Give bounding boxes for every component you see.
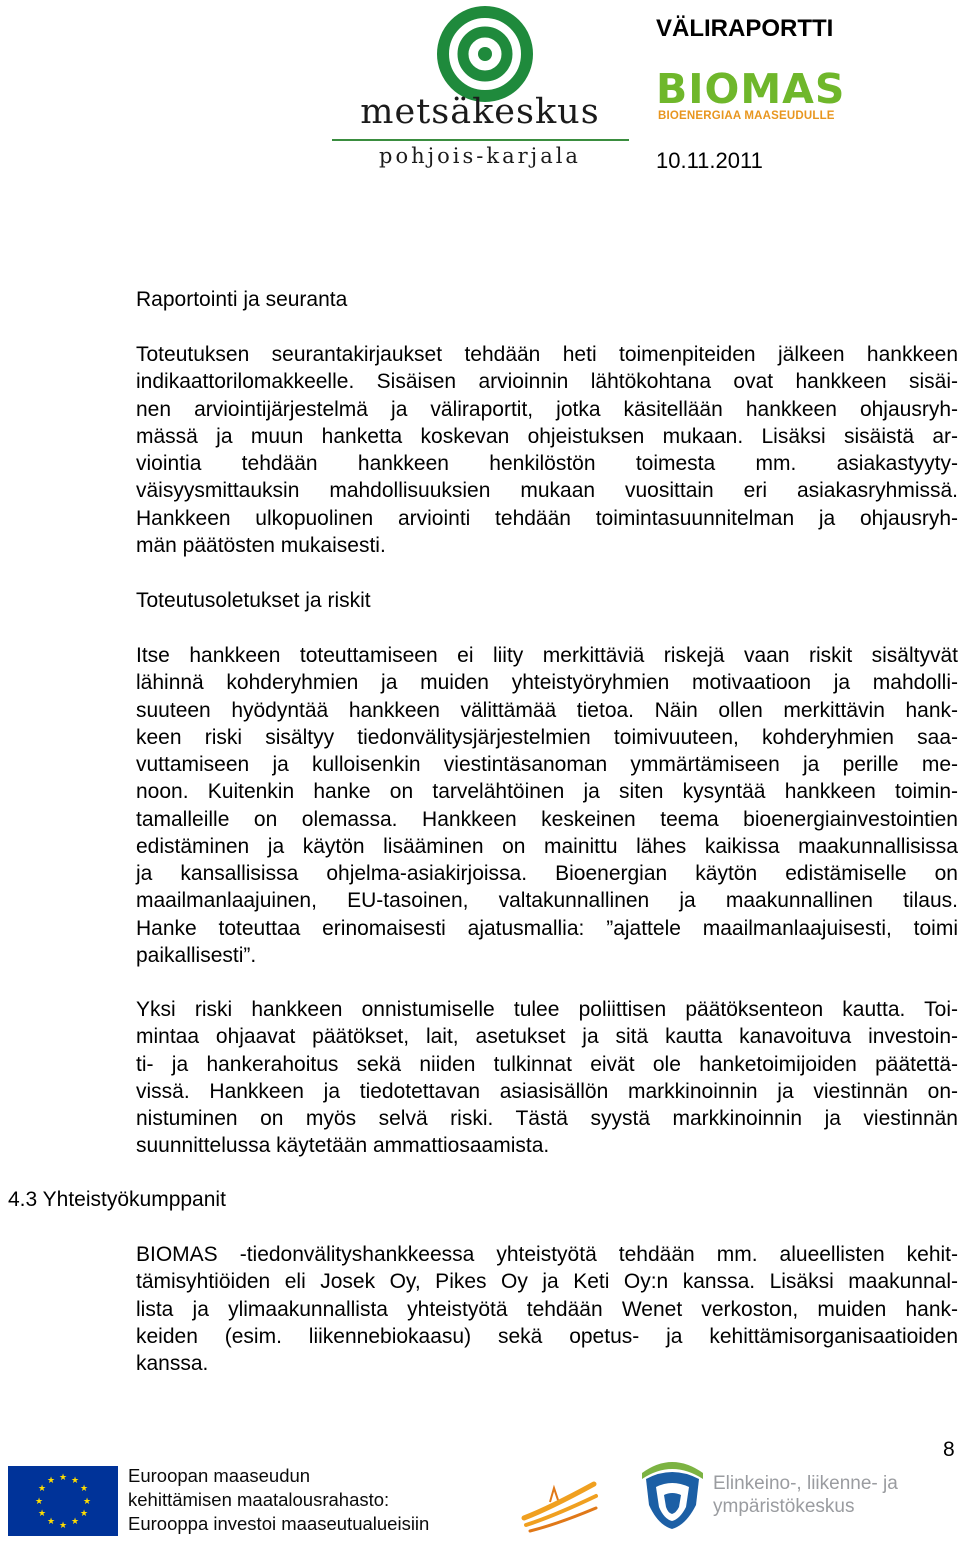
section-heading-partners: 4.3 Yhteistyökumppanit [8,1188,226,1211]
eu-text-line: kehittämisen maatalousrahasto: [128,1489,390,1510]
paragraph-partners [136,1241,958,1377]
svg-text:★: ★ [46,1476,56,1486]
text-line: suunnittelussa käytetään ammattiosaamista. [136,1134,550,1158]
text-line: Hanke toteuttaa erinomaisesti ajatusmallia: ”ajattele maailmanlaajuisesti, toimi [136,916,958,940]
text-line: mässä ja muun hanketta koskevan ohjeistuksen mukaan. Lisäksi sisäistä ar- [136,424,958,448]
ely-text-line: ympäristökeskus [713,1496,855,1517]
text-line: män päätösten mukaisesti. [136,533,386,557]
svg-text:★: ★ [82,1497,92,1507]
text-line: keen riski sisältyy tiedonvälitysjärjestelmien toimivuuteen, kohderyhmien saa- [136,725,958,749]
ely-text-line: Elinkeino-, liikenne- ja [713,1473,898,1494]
svg-text:★: ★ [70,1476,80,1486]
text-line: Hankkeen ulkopuolinen arviointi tehdään toimintasuunnitelman ja ohjausryh- [136,506,958,530]
text-line: tamalleille on olemassa. Hankkeen keskeinen teema bioenergiainvestointien [136,807,958,831]
text-line: Itse hankkeen toteuttamiseen ei liity merkittäviä riskejä vaan riskit sisältyvät [136,644,958,667]
text-line: viointia tehdään hankkeen henkilöstön toimesta mm. asiakastyyty- [136,452,958,475]
biomas-logo-name: BIOMAS [656,65,846,113]
text-line: suuteen hyödyntää hankkeen välittämää tietoa. Näin ollen merkittävin hank- [136,698,958,722]
section-heading-reporting: Raportointi ja seuranta [136,288,348,311]
metsakeskus-divider [332,139,629,141]
paragraph-risks-2 [136,996,958,1160]
text-line: Toteutuksen seurantakirjaukset tehdään heti toimenpiteiden jälkeen hankkeen [136,343,958,366]
text-line: tämisyhtiöiden eli Josek Oy, Pikes Oy ja Keti Oy:n kanssa. Lisäksi maakunnal- [136,1270,958,1294]
text-line: mintaa ohjaavat päätökset, lait, asetukset ja sitä kautta kanavoituva investoin- [136,1025,958,1049]
text-line: keiden (esim. liikennebiokaasu) sekä opetus- ja kehittämisorganisaatioiden [136,1324,958,1348]
metsakeskus-name: metsäkeskus [360,92,600,132]
eu-flag-icon [8,1466,118,1536]
text-line: BIOMAS -tiedonvälityshankkeessa yhteistyötä tehdään mm. alueellisten kehit- [136,1243,958,1266]
report-date: 10.11.2011 [656,148,763,173]
text-line: vuttamiseen ja kulloisenkin viestintäsanoman ymmärtämiseen ja perille me- [136,753,958,776]
text-line: nistuminen on myös selvä riski. Tästä syystä markkinoinnin ja viestinnän [136,1107,958,1130]
eu-text-line: Eurooppa investoi maaseutualueisiin [128,1513,430,1534]
text-line: indikaattorilomakkeelle. Sisäisen arvioinnin lähtökohtana ovat hankkeen sisäi- [136,370,958,394]
text-line: väisyysmittauksin mahdollisuuksien mukaan vuosittain eri asiakasryhmissä. [136,479,958,503]
svg-text:★: ★ [34,1497,44,1507]
section-heading-risks: Toteutusoletukset ja riskit [136,589,371,612]
svg-text:★: ★ [70,1517,80,1527]
svg-text:★: ★ [46,1517,56,1527]
report-type-title: VÄLIRAPORTTI [656,15,834,42]
paragraph-reporting [136,341,958,559]
svg-text:★: ★ [58,1473,68,1483]
eu-text-line: Euroopan maaseudun [128,1465,311,1486]
svg-text:★: ★ [37,1509,47,1519]
text-line: edistäminen ja käytön lisääminen on mainittu lähes kaikissa maakunnallisissa [136,834,958,858]
svg-text:★: ★ [79,1509,89,1519]
text-line: ja kansallisissa ohjelma-asiakirjoissa. Bioenergian käytön edistämiselle on [136,862,958,885]
svg-text:★: ★ [58,1521,68,1531]
text-line: Yksi riski hankkeen onnistumiselle tulee poliittisen päätöksenteon kautta. Toi- [136,998,958,1021]
metsakeskus-ring-icon [435,4,535,104]
svg-text:★: ★ [79,1484,89,1494]
text-line: nen arviointijärjestelmä ja väliraportit, jotka käsitellään hankkeen ohjausryh- [136,397,958,421]
ely-centre-emblem-icon [640,1453,705,1531]
page-number: 8 [943,1438,955,1461]
text-line: lähinnä kohderyhmien ja muiden yhteistyöryhmien motivaatioon ja mahdolli- [136,671,958,695]
paragraph-risks-1 [136,642,958,969]
text-line: kanssa. [136,1352,209,1375]
biomas-logo-tagline: BIOENERGIAA MAASEUDULLE [658,110,835,122]
svg-text:★: ★ [37,1484,47,1494]
text-line: paikallisesti”. [136,943,257,967]
metsakeskus-region: pohjois-karjala [379,144,581,168]
text-line: ti- ja hankerahoitus sekä niiden tulkinnat eivät ole hanketoimijoiden päätettä- [136,1052,958,1076]
text-line: vissä. Hankkeen ja tiedotettavan asiasisällön markkinoinnin ja viestinnän on- [136,1079,958,1103]
text-line: maailmanlaajuinen, EU-tasoinen, valtakunnallinen ja maakunnallinen tilaus. [136,889,958,913]
text-line: noon. Kuitenkin hanke on tarvelähtöinen ja siten kysyntää hankkeen toimin- [136,780,958,804]
text-line: lista ja ylimaakunnallista yhteistyötä tehdään Wenet verkoston, muiden hank- [136,1297,958,1321]
leader-wave-icon [520,1478,600,1534]
